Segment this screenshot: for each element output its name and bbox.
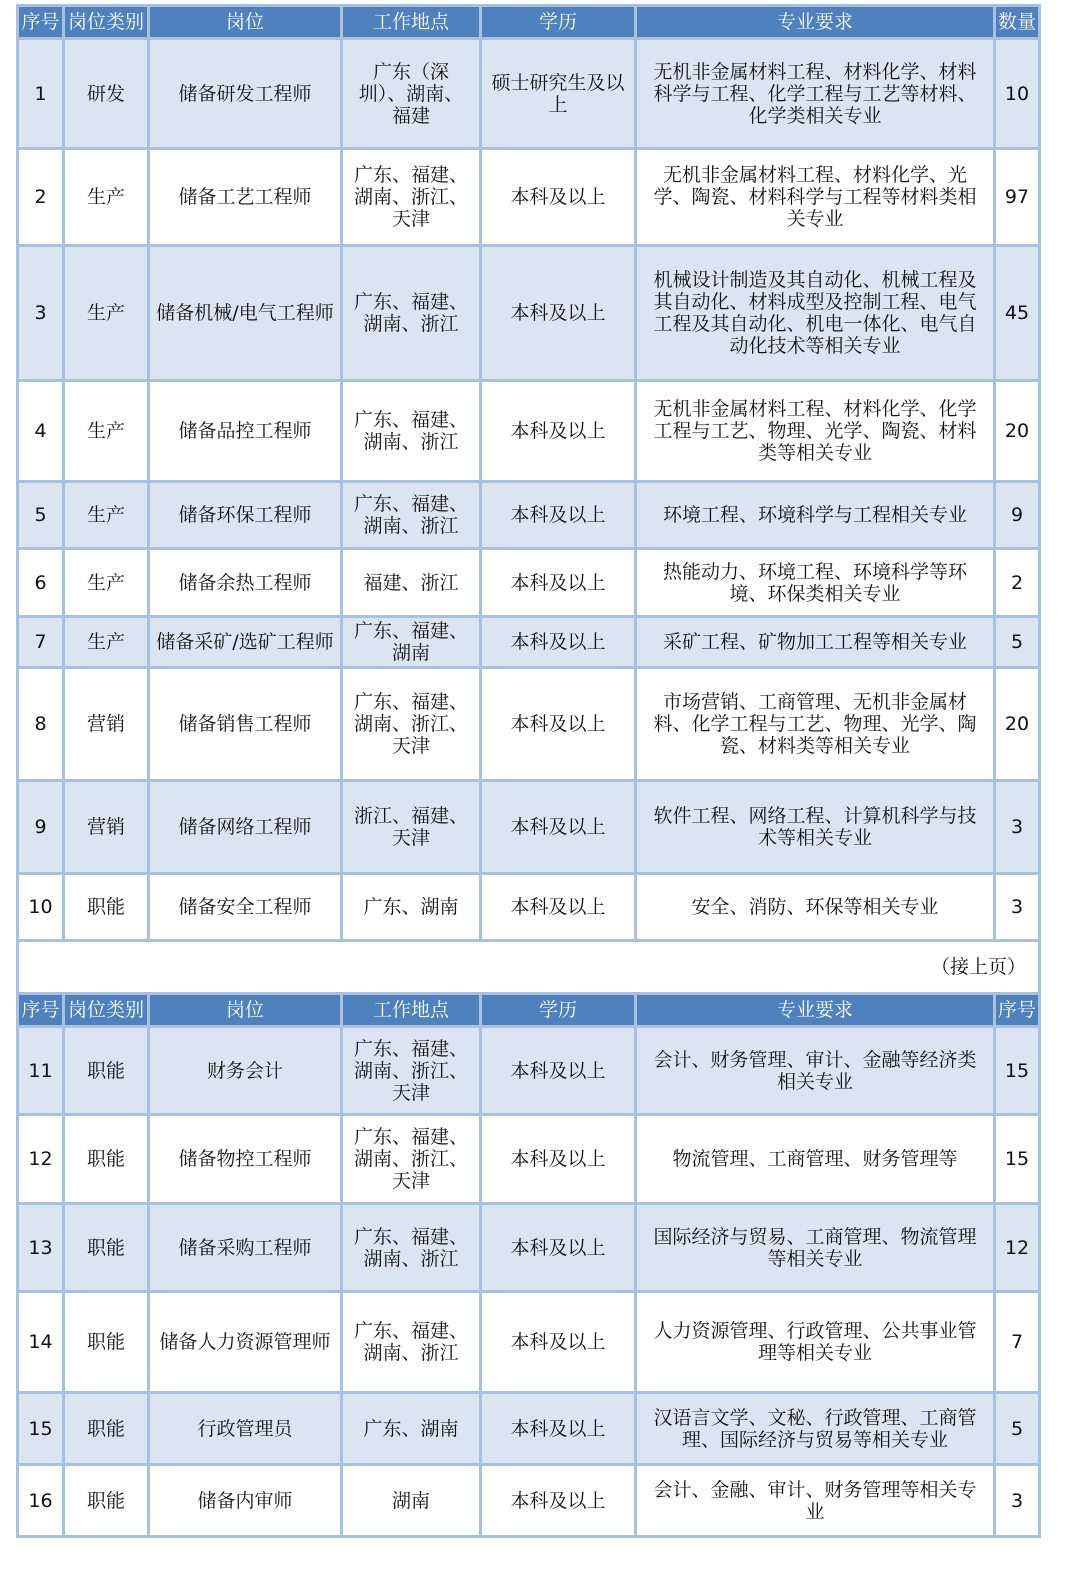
- job-category: 职能: [64, 874, 149, 941]
- major-requirement: 会计、财务管理、审计、金融等经济类 相关专业: [636, 1027, 995, 1115]
- education: 本科及以上: [481, 1027, 636, 1115]
- row-number: 1: [18, 39, 64, 149]
- education: 本科及以上: [481, 1292, 636, 1393]
- major-requirement: 会计、金融、审计、财务管理等相关专 业: [636, 1465, 995, 1537]
- position: 行政管理员: [149, 1393, 342, 1465]
- column-header: 序号: [18, 994, 64, 1027]
- position: 财务会计: [149, 1027, 342, 1115]
- column-header: 序号: [995, 994, 1040, 1027]
- work-location: 广东、福建、 湖南、浙江、 天津: [342, 1115, 481, 1204]
- position: 储备网络工程师: [149, 781, 342, 874]
- work-location: 广东（深 圳）、湖南、 福建: [342, 39, 481, 149]
- table-row: [18, 668, 1040, 781]
- education: 本科及以上: [481, 549, 636, 617]
- major-requirement: 人力资源管理、行政管理、公共事业管 理等相关专业: [636, 1292, 995, 1393]
- row-number: 6: [18, 549, 64, 617]
- work-location: 广东、福建、 湖南、浙江、 天津: [342, 668, 481, 781]
- work-location: 福建、浙江: [342, 549, 481, 617]
- position: 储备采矿/选矿工程师: [149, 617, 342, 668]
- row-number: 16: [18, 1465, 64, 1537]
- major-requirement: 国际经济与贸易、工商管理、物流管理 等相关专业: [636, 1204, 995, 1292]
- major-requirement: 无机非金属材料工程、材料化学、光 学、陶瓷、材料科学与工程等材料类相 关专业: [636, 149, 995, 246]
- column-header: 岗位: [149, 6, 342, 39]
- job-category: 职能: [64, 1115, 149, 1204]
- row-number: 12: [18, 1115, 64, 1204]
- headcount: 5: [995, 617, 1040, 668]
- education: 本科及以上: [481, 1393, 636, 1465]
- job-category: 营销: [64, 668, 149, 781]
- column-header: 数量: [995, 6, 1040, 39]
- row-number: 7: [18, 617, 64, 668]
- work-location: 广东、福建、 湖南、浙江: [342, 482, 481, 549]
- table-header-row: [18, 994, 1040, 1027]
- headcount: 5: [995, 1393, 1040, 1465]
- education: 本科及以上: [481, 246, 636, 381]
- job-category: 职能: [64, 1204, 149, 1292]
- major-requirement: 物流管理、工商管理、财务管理等: [636, 1115, 995, 1204]
- table-row: [18, 39, 1040, 149]
- work-location: 广东、福建、 湖南、浙江: [342, 381, 481, 482]
- position: 储备物控工程师: [149, 1115, 342, 1204]
- column-header: 专业要求: [636, 6, 995, 39]
- table-row: [18, 549, 1040, 617]
- table-row: [18, 149, 1040, 246]
- position: 储备销售工程师: [149, 668, 342, 781]
- row-number: 15: [18, 1393, 64, 1465]
- column-header: 岗位: [149, 994, 342, 1027]
- table-row: [18, 617, 1040, 668]
- work-location: 广东、福建、 湖南、浙江: [342, 246, 481, 381]
- table-row: [18, 1115, 1040, 1204]
- major-requirement: 机械设计制造及其自动化、机械工程及 其自动化、材料成型及控制工程、电气 工程及其自动化、机电一体化、电气自 动化技术等相关专业: [636, 246, 995, 381]
- table-row: [18, 1393, 1040, 1465]
- row-number: 13: [18, 1204, 64, 1292]
- headcount: 9: [995, 482, 1040, 549]
- table-row: [18, 482, 1040, 549]
- major-requirement: 热能动力、环境工程、环境科学等环 境、环保类相关专业: [636, 549, 995, 617]
- column-header: 学历: [481, 6, 636, 39]
- education: 本科及以上: [481, 1465, 636, 1537]
- job-category: 职能: [64, 1465, 149, 1537]
- work-location: 浙江、福建、 天津: [342, 781, 481, 874]
- major-requirement: 无机非金属材料工程、材料化学、材料 科学与工程、化学工程与工艺等材料、 化学类相关专业: [636, 39, 995, 149]
- headcount: 20: [995, 381, 1040, 482]
- position: 储备采购工程师: [149, 1204, 342, 1292]
- row-number: 8: [18, 668, 64, 781]
- row-number: 5: [18, 482, 64, 549]
- major-requirement: 安全、消防、环保等相关专业: [636, 874, 995, 941]
- job-category: 生产: [64, 482, 149, 549]
- note-row: [18, 941, 1040, 994]
- position: 储备环保工程师: [149, 482, 342, 549]
- position: 储备内审师: [149, 1465, 342, 1537]
- position: 储备机械/电气工程师: [149, 246, 342, 381]
- education: 本科及以上: [481, 482, 636, 549]
- table-row: [18, 1292, 1040, 1393]
- education: 本科及以上: [481, 781, 636, 874]
- column-header: 学历: [481, 994, 636, 1027]
- table-row: [18, 781, 1040, 874]
- headcount: 3: [995, 874, 1040, 941]
- column-header: 工作地点: [342, 6, 481, 39]
- headcount: 2: [995, 549, 1040, 617]
- major-requirement: 环境工程、环境科学与工程相关专业: [636, 482, 995, 549]
- position: 储备安全工程师: [149, 874, 342, 941]
- table-row: [18, 246, 1040, 381]
- job-category: 营销: [64, 781, 149, 874]
- major-requirement: 采矿工程、矿物加工工程等相关专业: [636, 617, 995, 668]
- headcount: 15: [995, 1115, 1040, 1204]
- position: 储备工艺工程师: [149, 149, 342, 246]
- job-category: 生产: [64, 246, 149, 381]
- row-number: 4: [18, 381, 64, 482]
- major-requirement: 无机非金属材料工程、材料化学、化学 工程与工艺、物理、光学、陶瓷、材料 类等相关专业: [636, 381, 995, 482]
- row-number: 3: [18, 246, 64, 381]
- headcount: 3: [995, 781, 1040, 874]
- table-row: [18, 1465, 1040, 1537]
- education: 本科及以上: [481, 668, 636, 781]
- position: 储备余热工程师: [149, 549, 342, 617]
- work-location: 广东、福建、 湖南、浙江: [342, 1204, 481, 1292]
- table-row: [18, 874, 1040, 941]
- position: 储备品控工程师: [149, 381, 342, 482]
- education: 本科及以上: [481, 874, 636, 941]
- row-number: 9: [18, 781, 64, 874]
- work-location: 广东、湖南: [342, 874, 481, 941]
- major-requirement: 市场营销、工商管理、无机非金属材 料、化学工程与工艺、物理、光学、陶 瓷、材料类等相关专业: [636, 668, 995, 781]
- table-row: [18, 381, 1040, 482]
- work-location: 广东、福建、 湖南、浙江、 天津: [342, 149, 481, 246]
- work-location: 广东、湖南: [342, 1393, 481, 1465]
- column-header: 岗位类别: [64, 994, 149, 1027]
- education: 本科及以上: [481, 1204, 636, 1292]
- headcount: 97: [995, 149, 1040, 246]
- column-header: 工作地点: [342, 994, 481, 1027]
- education: 硕士研究生及以 上: [481, 39, 636, 149]
- table-row: [18, 1027, 1040, 1115]
- education: 本科及以上: [481, 617, 636, 668]
- major-requirement: 汉语言文学、文秘、行政管理、工商管 理、国际经济与贸易等相关专业: [636, 1393, 995, 1465]
- work-location: 湖南: [342, 1465, 481, 1537]
- education: 本科及以上: [481, 149, 636, 246]
- job-category: 职能: [64, 1292, 149, 1393]
- recruitment-table: [16, 4, 1041, 1538]
- work-location: 广东、福建、 湖南: [342, 617, 481, 668]
- headcount: 7: [995, 1292, 1040, 1393]
- job-category: 研发: [64, 39, 149, 149]
- position: 储备人力资源管理师: [149, 1292, 342, 1393]
- column-header: 岗位类别: [64, 6, 149, 39]
- education: 本科及以上: [481, 381, 636, 482]
- position: 储备研发工程师: [149, 39, 342, 149]
- job-category: 生产: [64, 149, 149, 246]
- headcount: 12: [995, 1204, 1040, 1292]
- work-location: 广东、福建、 湖南、浙江: [342, 1292, 481, 1393]
- row-number: 2: [18, 149, 64, 246]
- major-requirement: 软件工程、网络工程、计算机科学与技 术等相关专业: [636, 781, 995, 874]
- headcount: 20: [995, 668, 1040, 781]
- job-category: 职能: [64, 1027, 149, 1115]
- row-number: 11: [18, 1027, 64, 1115]
- job-category: 生产: [64, 617, 149, 668]
- headcount: 3: [995, 1465, 1040, 1537]
- job-category: 生产: [64, 381, 149, 482]
- education: 本科及以上: [481, 1115, 636, 1204]
- headcount: 15: [995, 1027, 1040, 1115]
- continued-note: （接上页）: [18, 941, 1040, 994]
- column-header: 序号: [18, 6, 64, 39]
- headcount: 10: [995, 39, 1040, 149]
- table-header-row: [18, 6, 1040, 39]
- column-header: 专业要求: [636, 994, 995, 1027]
- row-number: 10: [18, 874, 64, 941]
- work-location: 广东、福建、 湖南、浙江、 天津: [342, 1027, 481, 1115]
- row-number: 14: [18, 1292, 64, 1393]
- table-row: [18, 1204, 1040, 1292]
- headcount: 45: [995, 246, 1040, 381]
- job-category: 职能: [64, 1393, 149, 1465]
- job-category: 生产: [64, 549, 149, 617]
